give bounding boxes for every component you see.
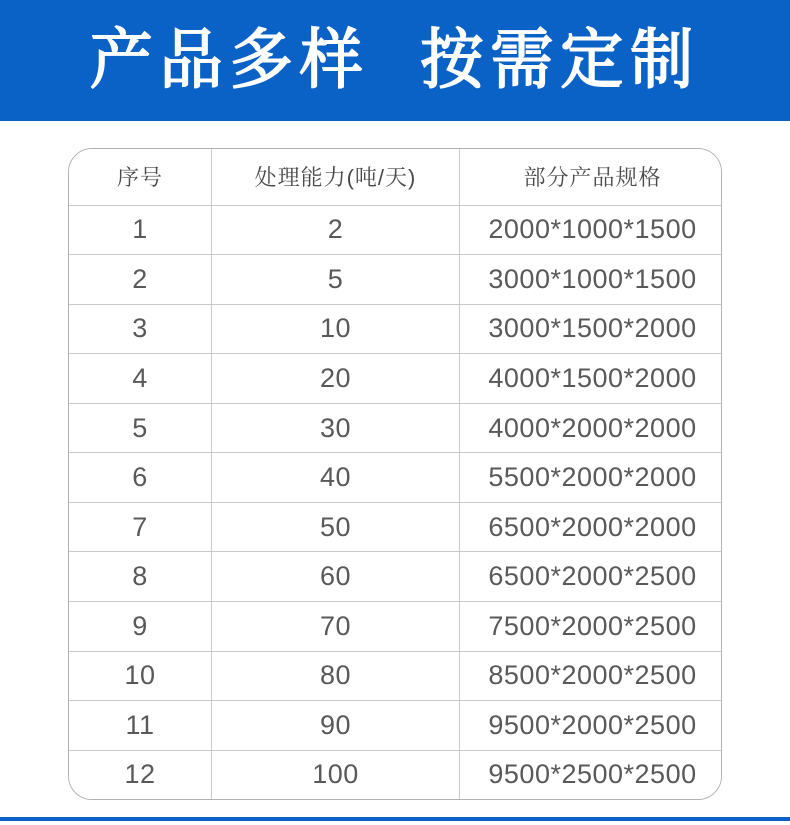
banner xyxy=(0,0,790,121)
table-cell: 1 xyxy=(69,205,212,255)
table-cell: 7500*2000*2500 xyxy=(460,602,723,652)
table-row xyxy=(69,552,722,602)
table-row xyxy=(69,502,722,552)
table-cell: 6500*2000*2500 xyxy=(460,552,723,602)
table-cell: 60 xyxy=(212,552,460,602)
table-cell: 2 xyxy=(69,255,212,305)
col-header-spec: 部分产品规格 xyxy=(460,149,723,205)
table-cell: 11 xyxy=(69,701,212,751)
table-cell: 90 xyxy=(212,701,460,751)
table-cell: 9 xyxy=(69,602,212,652)
table-row xyxy=(69,255,722,305)
table-cell: 2 xyxy=(212,205,460,255)
header-row xyxy=(69,149,722,205)
table-row xyxy=(69,750,722,799)
table-cell: 4 xyxy=(69,354,212,404)
table-cell: 5 xyxy=(212,255,460,305)
table-cell: 10 xyxy=(212,304,460,354)
table-cell: 3 xyxy=(69,304,212,354)
table-row xyxy=(69,602,722,652)
table-cell: 4000*2000*2000 xyxy=(460,403,723,453)
table-cell: 3000*1500*2000 xyxy=(460,304,723,354)
table-cell: 8500*2000*2500 xyxy=(460,651,723,701)
spec-table-card xyxy=(68,148,722,800)
table-cell: 50 xyxy=(212,502,460,552)
table-cell: 7 xyxy=(69,502,212,552)
col-header-capacity: 处理能力(吨/天) xyxy=(212,149,460,205)
col-header-index: 序号 xyxy=(69,149,212,205)
table-cell: 9500*2500*2500 xyxy=(460,750,723,799)
table-cell: 6500*2000*2000 xyxy=(460,502,723,552)
table-row xyxy=(69,354,722,404)
table-cell: 40 xyxy=(212,453,460,503)
table-row xyxy=(69,651,722,701)
table-cell: 80 xyxy=(212,651,460,701)
banner-title: 产品多样 按需定制 xyxy=(89,23,701,97)
table-cell: 100 xyxy=(212,750,460,799)
table-row xyxy=(69,205,722,255)
table-row xyxy=(69,304,722,354)
table-cell: 9500*2000*2500 xyxy=(460,701,723,751)
table-cell: 20 xyxy=(212,354,460,404)
table-row xyxy=(69,403,722,453)
table-cell: 4000*1500*2000 xyxy=(460,354,723,404)
spec-table xyxy=(69,149,722,799)
table-body xyxy=(69,205,722,799)
table-cell: 30 xyxy=(212,403,460,453)
table-cell: 70 xyxy=(212,602,460,652)
bottom-accent-bar xyxy=(0,817,790,821)
table-cell: 12 xyxy=(69,750,212,799)
table-cell: 6 xyxy=(69,453,212,503)
table-cell: 10 xyxy=(69,651,212,701)
table-cell: 5500*2000*2000 xyxy=(460,453,723,503)
table-row xyxy=(69,701,722,751)
table-cell: 5 xyxy=(69,403,212,453)
table-cell: 2000*1000*1500 xyxy=(460,205,723,255)
table-row xyxy=(69,453,722,503)
table-cell: 3000*1000*1500 xyxy=(460,255,723,305)
table-cell: 8 xyxy=(69,552,212,602)
